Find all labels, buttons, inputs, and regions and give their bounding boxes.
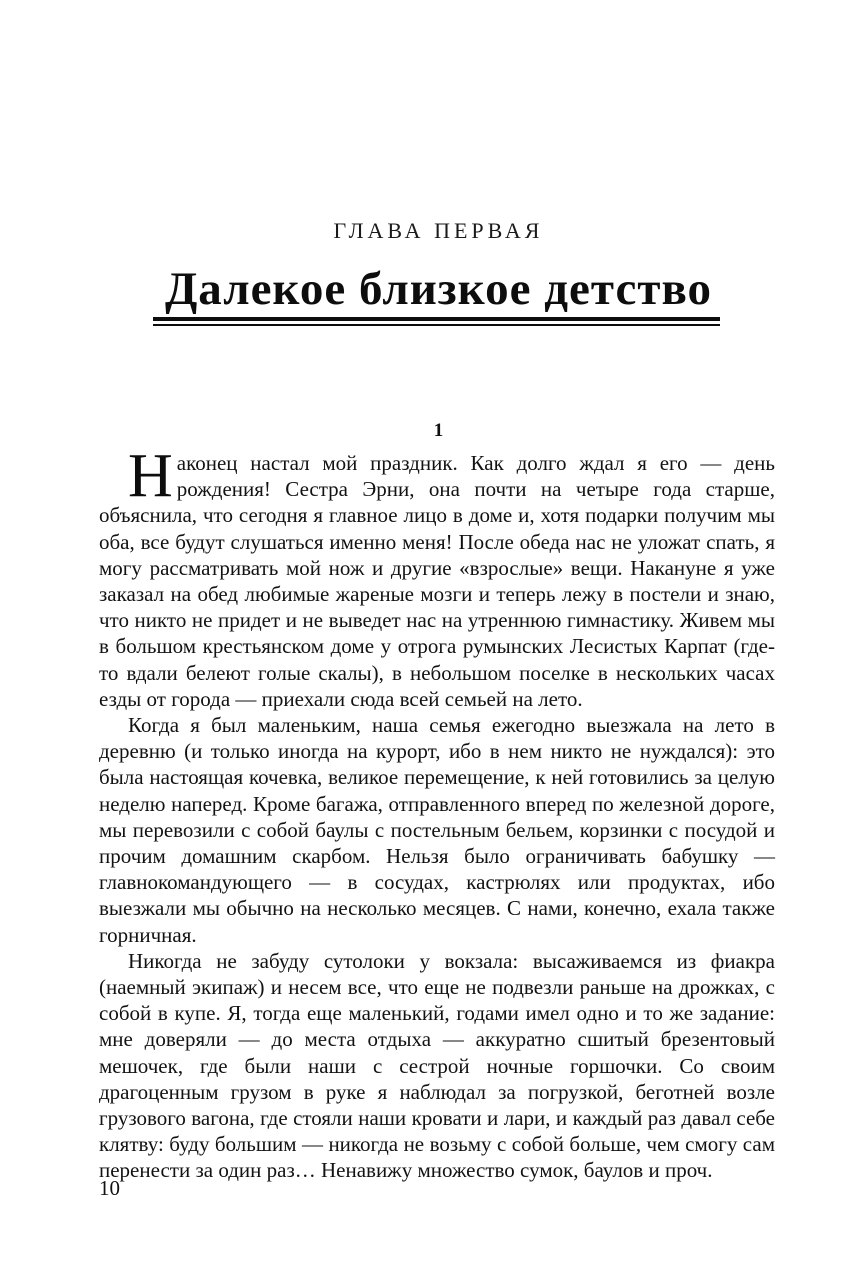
title-double-rule-thin (153, 324, 720, 326)
body-text (99, 442, 775, 1184)
title-double-rule-thick (153, 317, 720, 321)
paragraph-3: Никогда не забуду сутолоки у вокзала: высаживаемся из фиакра (наемный экипаж) и несем все, что еще не подвезли раньше на дрожках, с собой в купе. Я, тогда еще маленький, годами имел одно и то же задание: мне доверяли — до места отдыха — аккуратно сшитый брезентовый мешочек, где были наши с сестрой ночные горшочки. Со своим драгоценным грузом в руке я наблюдал за погрузкой, беготней возле грузового вагона, где стояли наши кровати и лари, и каждый раз давал себе клятву: буду большим — никогда не возьму с собой больше, чем смогу сам перенести за один раз… Ненавижу множество сумок, баулов и проч. (99, 948, 775, 1183)
chapter-title: Далекое близкое детство (164, 263, 713, 315)
chapter-label: ГЛАВА ПЕРВАЯ (333, 218, 544, 243)
drop-cap: Н (128, 442, 173, 510)
section-number: 1 (433, 420, 444, 441)
paragraph-2: Когда я был маленьким, наша семья ежегодно выезжала на лето в деревню (и только иногда на курорт, ибо в нем никто не нуждался): это была настоящая кочевка, великое перемещение, к ней готовились за целую неделю наперед. Кроме багажа, отправленного вперед по железной дороге, мы перевозили с собой баулы с постельным бельем, корзинки с посудой и прочим домашним скарбом. Нельзя было ограничивать бабушку — главнокомандующего — в сосудах, кастрюлях или продуктах, ибо выезжали мы обычно на несколько месяцев. С нами, конечно, ехала также горничная. (99, 713, 775, 947)
paragraph-1-text: аконец настал мой праздник. Как долго ждал я его — день рождения! Сестра Эрни, она почти на четыре года старше, объяснила, что сегодня я главное лицо в доме и, хотя подарки получим мы оба, все будут слушаться именно меня! После обеда нас не уложат спать, я могу рассматривать мой нож и другие «взрослые» вещи. Накануне я уже заказал на обед любимые жареные мозги и теперь лежу в постели и знаю, что никто не придет и не выведет нас на утреннюю гимнастику. Живем мы в большом крестьянском доме у отрога румынских Лесистых Карпат (где-то вдали белеют голые скалы), в небольшом поселке в нескольких часах езды от города — приехали сюда всей семьей на лето. (99, 451, 775, 711)
page-number: 10 (99, 1176, 120, 1200)
paragraph-1 (99, 442, 775, 712)
